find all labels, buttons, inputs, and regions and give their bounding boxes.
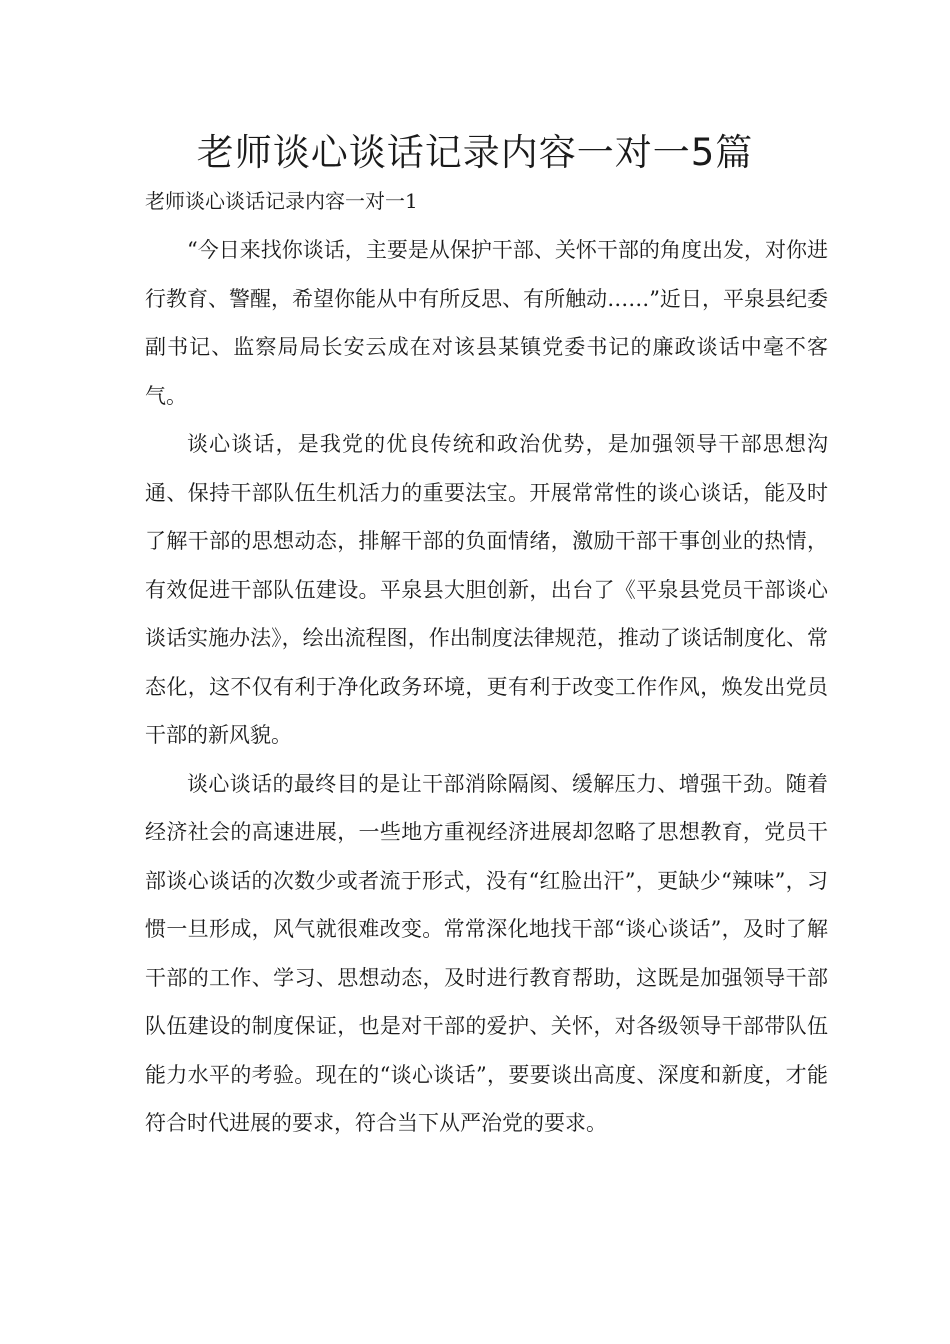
paragraph-1: “今日来找你谈话，主要是从保护干部、关怀干部的角度出发，对你进行教育、警醒，希望你能从中有所反思、有所触动……”近日，平泉县纪委副书记、监察局局长安云成在对该县某镇党委书记的廉政谈话中毫不客气。 (145, 238, 828, 408)
paragraph-2: 谈心谈话，是我党的优良传统和政治优势，是加强领导干部思想沟通、保持干部队伍生机活力的重要法宝。开展常常性的谈心谈话，能及时了解干部的思想动态，排解干部的负面情绪，激励干部干事创业的热情，有效促进干部队伍建设。平泉县大胆创新，出台了《平泉县党员干部谈心谈话实施办法》，绘出流程图，作出制度法律规范，推动了谈话制度化、常态化，这不仅有利于净化政务环境，更有利于改变工作作风，焕发出党员干部的新风貌。 (145, 432, 828, 747)
document-title: 老师谈心谈话记录内容一对一5篇 (196, 131, 754, 174)
paragraph-3: 谈心谈话的最终目的是让干部消除隔阂、缓解压力、增强干劲。随着经济社会的高速进展，一些地方重视经济进展却忽略了思想教育，党员干部谈心谈话的次数少或者流于形式，没有“红脸出汗”，更缺少“辣味”，习惯一旦形成，风气就很难改变。常常深化地找干部“谈心谈话”，及时了解干部的工作、学习、思想动态，及时进行教育帮助，这既是加强领导干部队伍建设的制度保证，也是对干部的爱护、关怀，对各级领导干部带队伍能力水平的考验。现在的“谈心谈话”，要要谈出高度、深度和新度，才能符合时代进展的要求，符合当下从严治党的要求。 (145, 771, 828, 1135)
section-heading: 老师谈心谈话记录内容一对一1 (145, 189, 418, 213)
document-body (145, 226, 828, 1148)
